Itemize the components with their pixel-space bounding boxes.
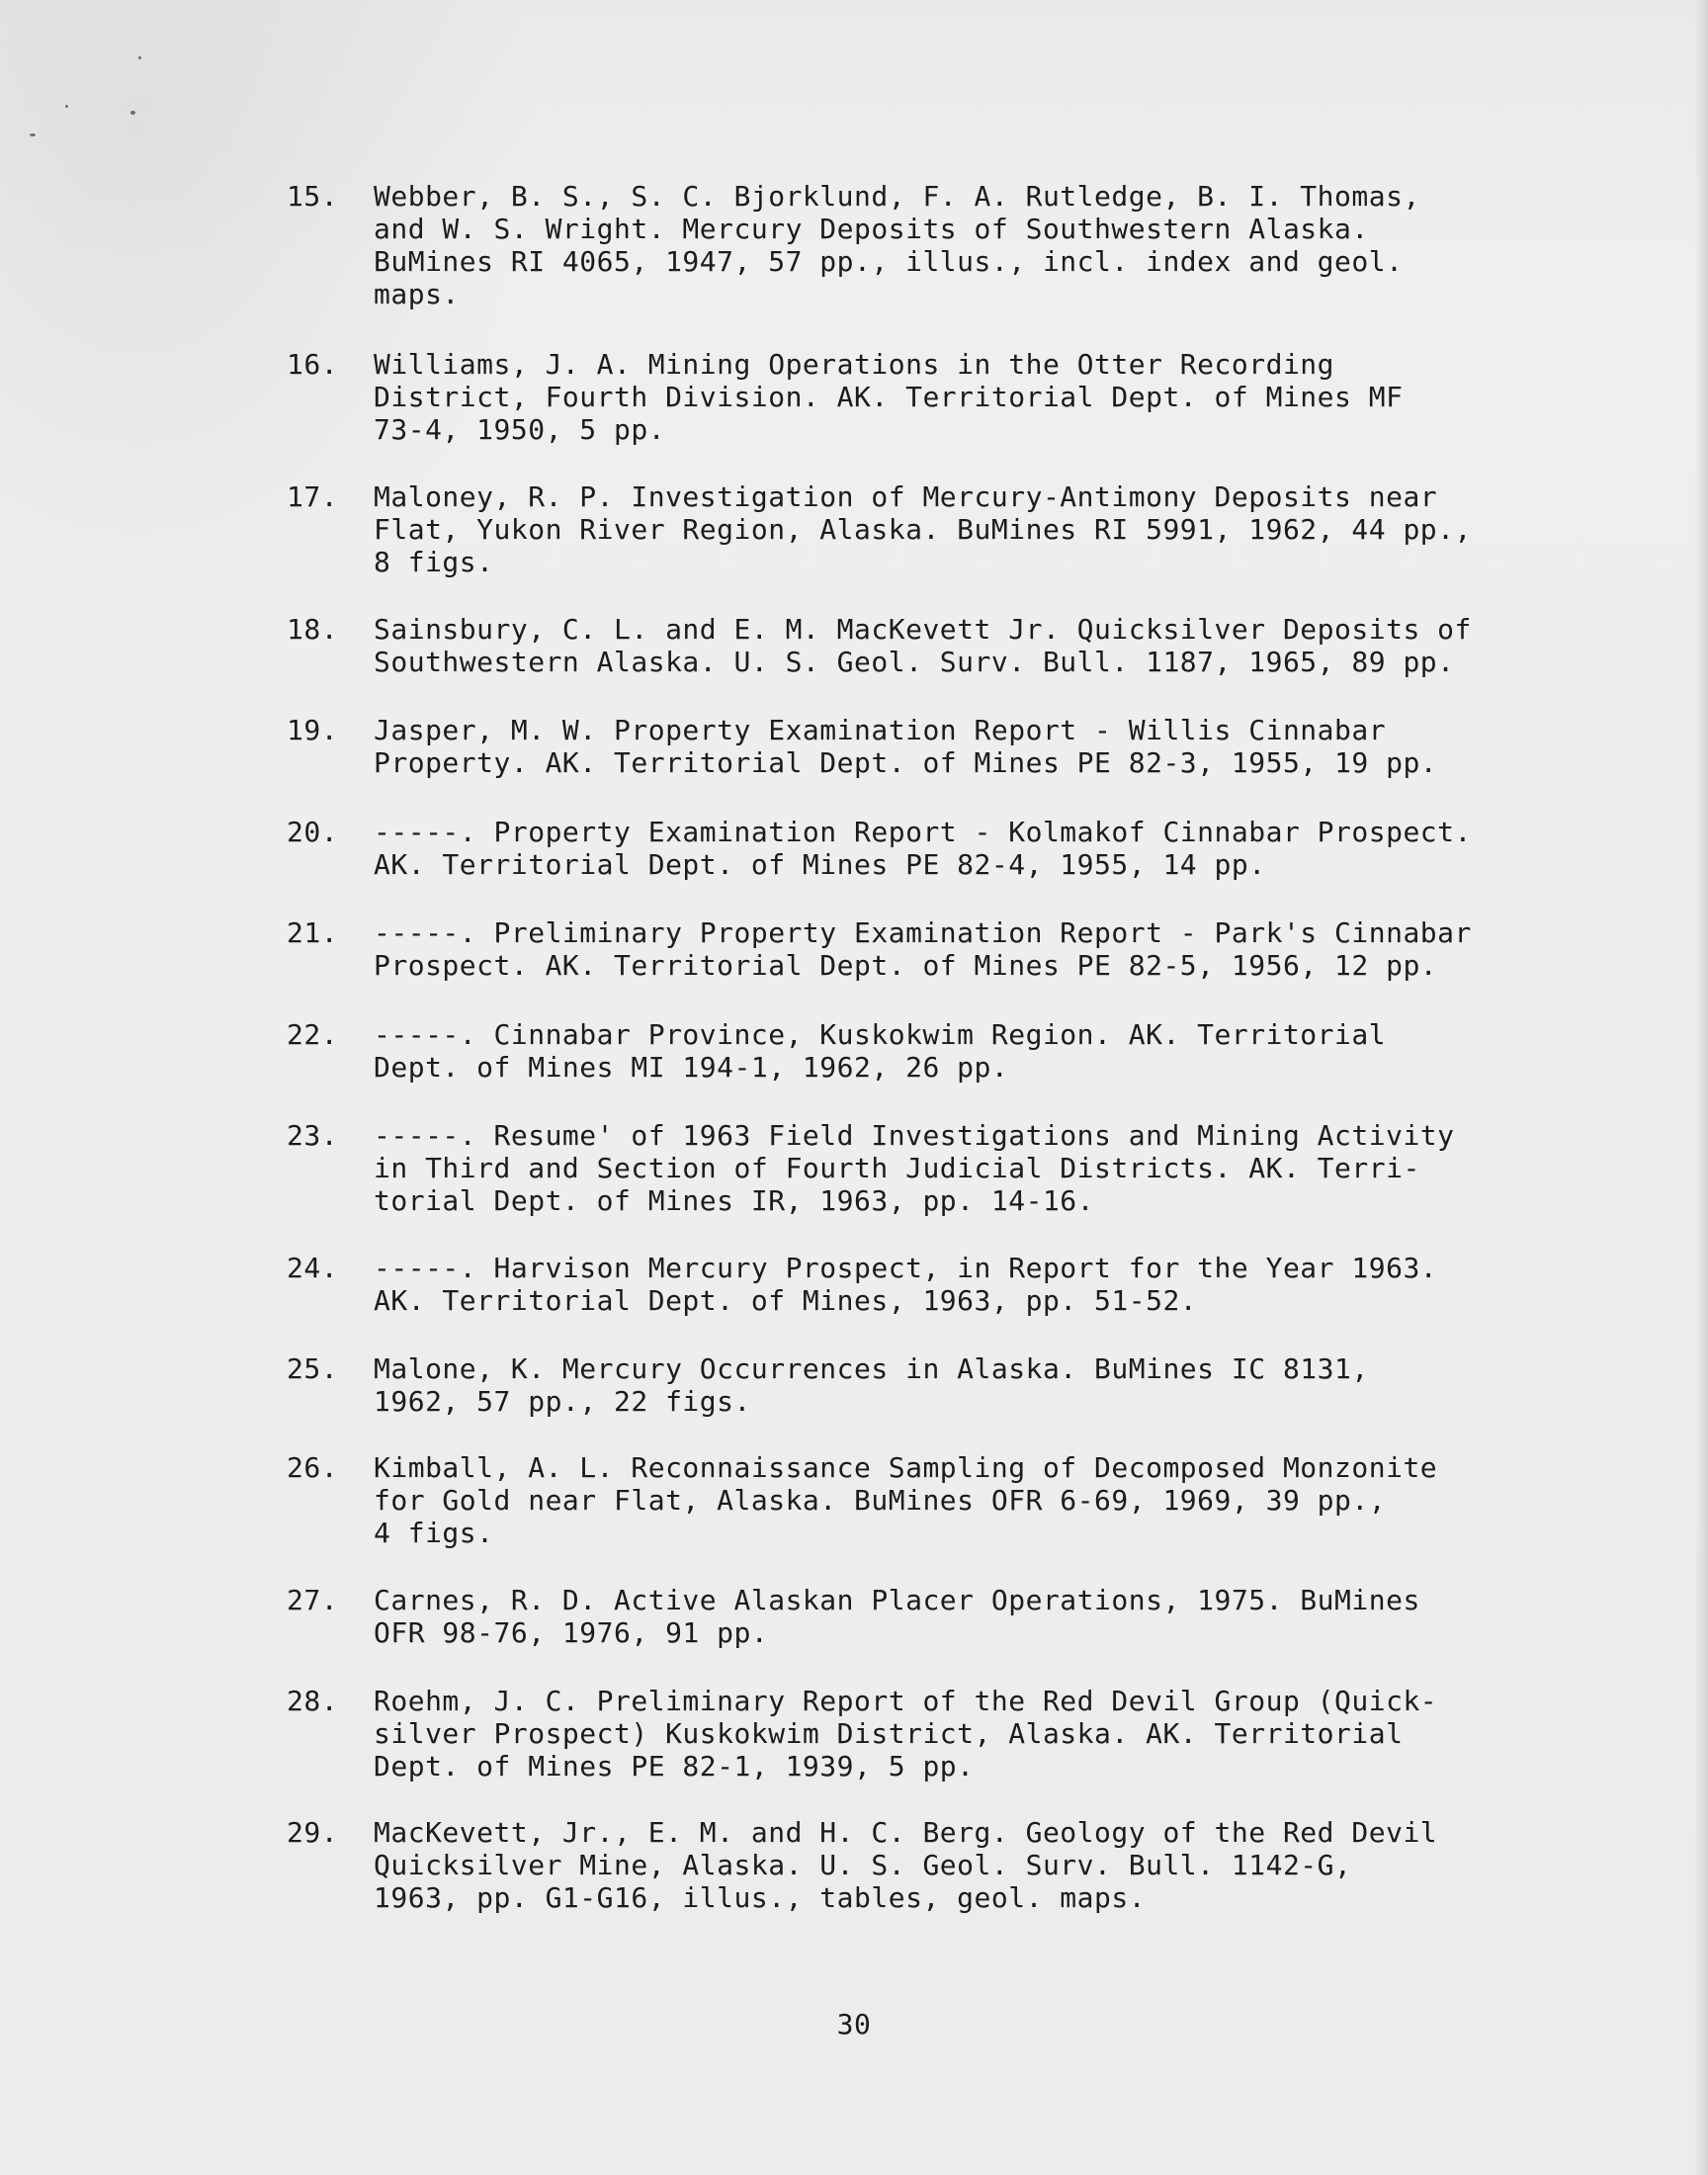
reference-number: 28. bbox=[287, 1685, 339, 1717]
reference-number: 21. bbox=[287, 916, 339, 949]
reference-number: 29. bbox=[287, 1816, 339, 1849]
reference-item bbox=[287, 1119, 1512, 1217]
reference-item bbox=[287, 613, 1512, 678]
scan-speck bbox=[138, 56, 141, 59]
reference-text: -----. Resume' of 1963 Field Investigations and Mining Activity in Third and Section of Fourth Judicial Districts. AK. Terri- torial Dept. of Mines IR, 1963, pp. 14-16. bbox=[374, 1119, 1455, 1217]
reference-text: Jasper, M. W. Property Examination Report - Willis Cinnabar Property. AK. Territorial Dept. of Mines PE 82-3, 1955, 19 pp. bbox=[374, 714, 1438, 779]
reference-item bbox=[287, 1584, 1512, 1649]
reference-text: -----. Property Examination Report - Kolmakof Cinnabar Prospect. AK. Territorial Dept. of Mines PE 82-4, 1955, 14 pp. bbox=[374, 816, 1472, 881]
reference-item bbox=[287, 1816, 1512, 1914]
reference-item bbox=[287, 1018, 1512, 1084]
reference-number: 27. bbox=[287, 1584, 339, 1616]
reference-number: 17. bbox=[287, 480, 339, 513]
reference-item bbox=[287, 180, 1512, 310]
reference-number: 25. bbox=[287, 1352, 339, 1385]
reference-item bbox=[287, 1252, 1512, 1317]
reference-item bbox=[287, 480, 1512, 578]
reference-text: Kimball, A. L. Reconnaissance Sampling of Decomposed Monzonite for Gold near Flat, Alaska. BuMines OFR 6-69, 1969, 39 pp., 4 figs. bbox=[374, 1451, 1438, 1549]
reference-item bbox=[287, 1451, 1512, 1549]
reference-text: -----. Preliminary Property Examination Report - Park's Cinnabar Prospect. AK. Territorial Dept. of Mines PE 82-5, 1956, 12 pp. bbox=[374, 916, 1472, 982]
scan-speck bbox=[130, 111, 135, 115]
reference-number: 16. bbox=[287, 348, 339, 381]
reference-number: 19. bbox=[287, 714, 339, 746]
reference-text: -----. Cinnabar Province, Kuskokwim Region. AK. Territorial Dept. of Mines MI 194-1, 1962, 26 pp. bbox=[374, 1018, 1387, 1084]
reference-number: 15. bbox=[287, 180, 339, 213]
page-edge-shadow bbox=[1694, 0, 1708, 2175]
scan-speck bbox=[65, 105, 68, 108]
reference-text: Malone, K. Mercury Occurrences in Alaska. BuMines IC 8131, 1962, 57 pp., 22 figs. bbox=[374, 1352, 1369, 1418]
reference-text: Webber, B. S., S. C. Bjorklund, F. A. Rutledge, B. I. Thomas, and W. S. Wright. Mercury Deposits of Southwestern Alaska. BuMines RI 4065, 1947, 57 pp., illus., incl. index and geol. maps. bbox=[374, 180, 1420, 310]
reference-text: Roehm, J. C. Preliminary Report of the Red Devil Group (Quick- silver Prospect) Kuskokwim District, Alaska. AK. Territorial Dept. of Mines PE 82-1, 1939, 5 pp. bbox=[374, 1685, 1438, 1783]
reference-item bbox=[287, 1685, 1512, 1783]
reference-text: Sainsbury, C. L. and E. M. MacKevett Jr. Quicksilver Deposits of Southwestern Alaska. U. S. Geol. Surv. Bull. 1187, 1965, 89 pp. bbox=[374, 613, 1472, 678]
reference-text: Williams, J. A. Mining Operations in the Otter Recording District, Fourth Division. AK. Territorial Dept. of Mines MF 73-4, 1950, 5 pp. bbox=[374, 348, 1404, 446]
reference-number: 22. bbox=[287, 1018, 339, 1051]
reference-number: 26. bbox=[287, 1451, 339, 1484]
reference-number: 20. bbox=[287, 816, 339, 848]
reference-item bbox=[287, 714, 1512, 779]
page-number: 30 bbox=[836, 2008, 872, 2041]
reference-item bbox=[287, 816, 1512, 881]
reference-text: -----. Harvison Mercury Prospect, in Report for the Year 1963. AK. Territorial Dept. of Mines, 1963, pp. 51-52. bbox=[374, 1252, 1438, 1317]
reference-number: 24. bbox=[287, 1252, 339, 1284]
reference-number: 18. bbox=[287, 613, 339, 646]
reference-text: MacKevett, Jr., E. M. and H. C. Berg. Geology of the Red Devil Quicksilver Mine, Alaska. U. S. Geol. Surv. Bull. 1142-G, 1963, pp. G1-G16, illus., tables, geol. maps. bbox=[374, 1816, 1438, 1914]
reference-number: 23. bbox=[287, 1119, 339, 1152]
reference-text: Carnes, R. D. Active Alaskan Placer Operations, 1975. BuMines OFR 98-76, 1976, 91 pp. bbox=[374, 1584, 1420, 1649]
reference-text: Maloney, R. P. Investigation of Mercury-Antimony Deposits near Flat, Yukon River Region, Alaska. BuMines RI 5991, 1962, 44 pp., 8 figs. bbox=[374, 480, 1472, 578]
reference-item bbox=[287, 1352, 1512, 1418]
reference-item bbox=[287, 348, 1512, 446]
scan-speck bbox=[30, 133, 36, 136]
reference-item bbox=[287, 916, 1512, 982]
